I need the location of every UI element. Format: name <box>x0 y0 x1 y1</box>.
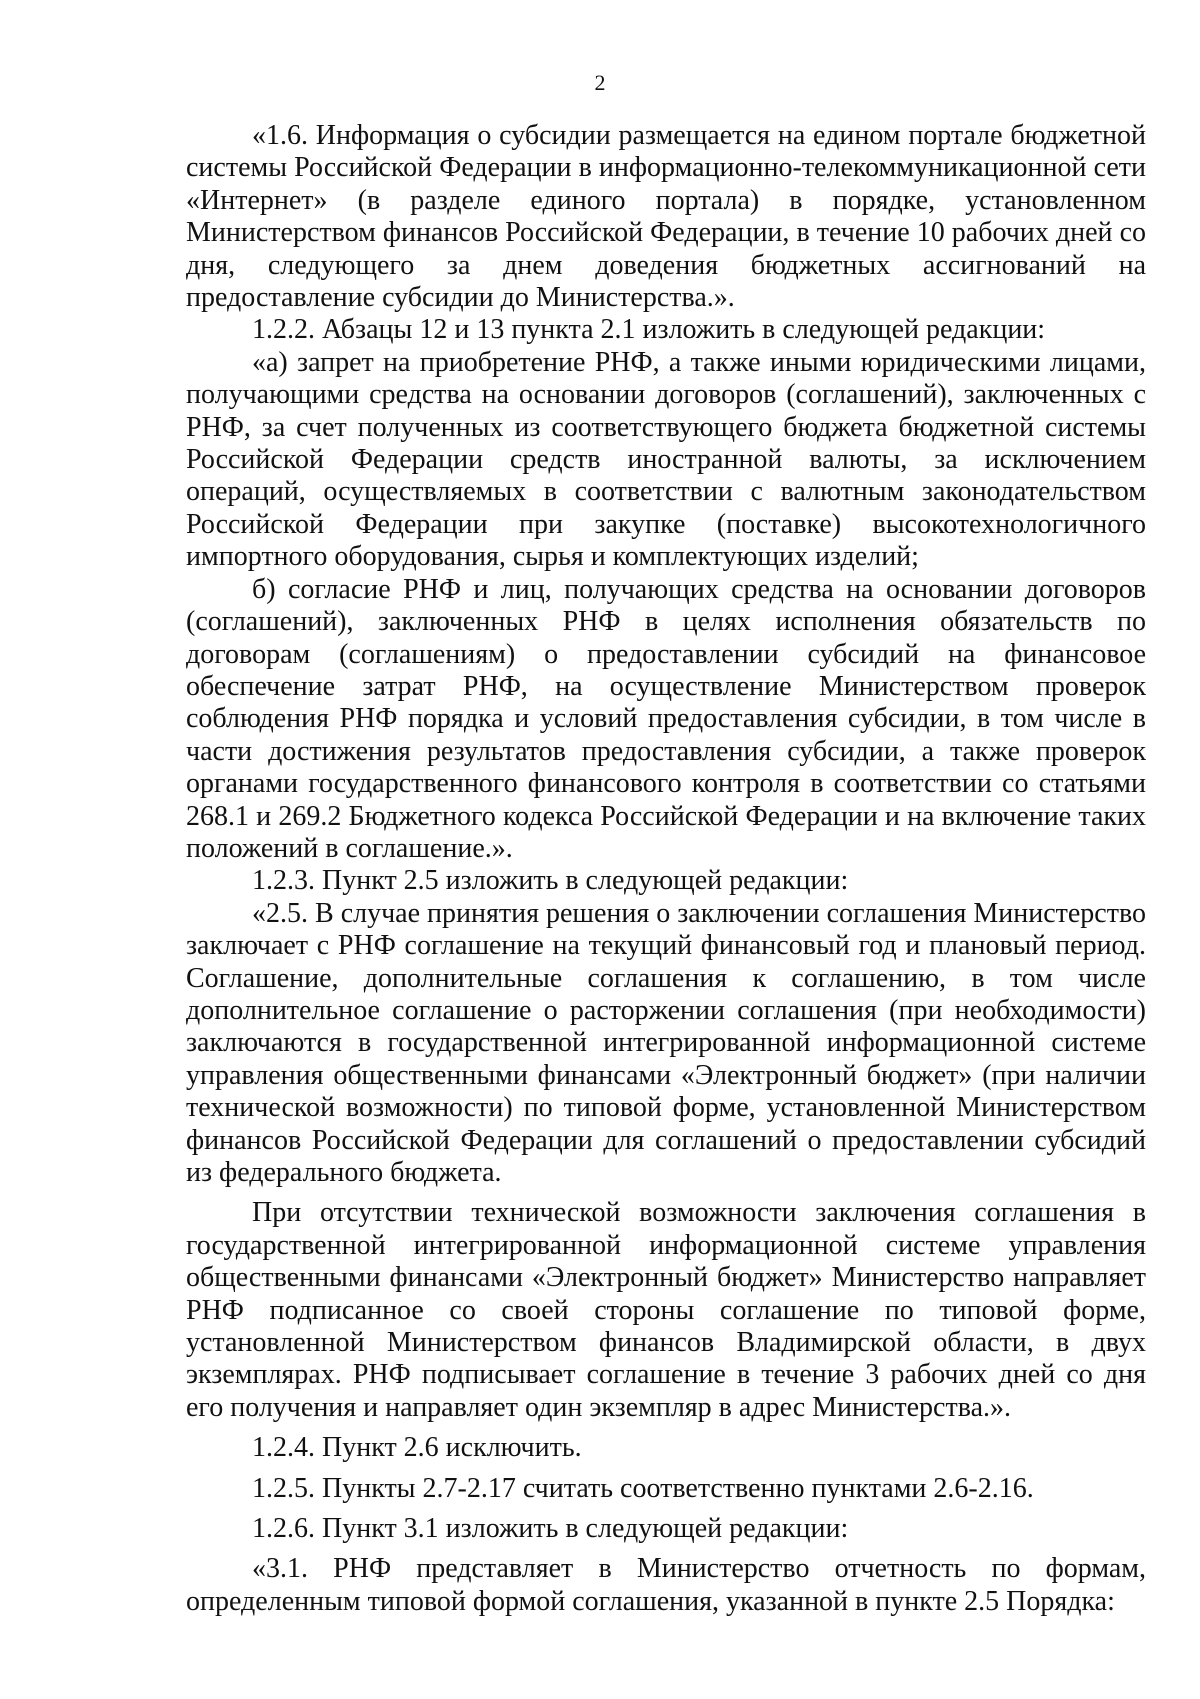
paragraph-a: «а) запрет на приобретение РНФ, а также иными юридическими лицами, получающими средства на основании договоров (соглашений), заключенных с РНФ, за счет полученных из соответствующего бюджета бюджетной системы Российской Федерации средств иностранной валюты, за исключением операций, осуществляемых в соответствии с валютным законодательством Российской Федерации при закупке (поставке) высокотехнологичного импортного оборудования, сырья и комплектующих изделий; <box>186 346 1146 573</box>
paragraph-1-2-4: 1.2.4. Пункт 2.6 исключить. <box>252 1432 582 1464</box>
page-number: 2 <box>594 70 606 95</box>
paragraph-1-2-2: 1.2.2. Абзацы 12 и 13 пункта 2.1 изложить в следующей редакции: <box>252 314 1046 346</box>
paragraph-1-2-5: 1.2.5. Пункты 2.7-2.17 считать соответственно пунктами 2.6-2.16. <box>252 1472 1034 1504</box>
paragraph-2-5: «2.5. В случае принятия решения о заключении соглашения Министерство заключает с РНФ соглашение на текущий финансовый год и плановый период. Соглашение, дополнительные соглашения к соглашению, в том числе дополнительное соглашение о расторжении соглашения (при необходимости) заключаются в государственной интегрированной информационной системе управления общественными финансами «Электронный бюджет» (при наличии технической возможности) по типовой форме, установленной Министерством финансов Российской Федерации для соглашений о предоставлении субсидий из федерального бюджета. <box>186 897 1146 1188</box>
paragraph-1-2-6: 1.2.6. Пункт 3.1 изложить в следующей редакции: <box>252 1513 849 1545</box>
document-body <box>186 120 1146 1618</box>
paragraph-b: б) согласие РНФ и лиц, получающих средства на основании договоров (соглашений), заключенных РНФ в целях исполнения обязательств по договорам (соглашениям) о предоставлении субсидий на финансовое обеспечение затрат РНФ, на осуществление Министерством проверок соблюдения РНФ порядка и условий предоставления субсидии, в том числе в части достижения результатов предоставления субсидии, а также проверок органами государственного финансового контроля в соответствии со статьями 268.1 и 269.2 Бюджетного кодекса Российской Федерации и на включение таких положений в соглашение.». <box>186 573 1146 864</box>
paragraph-no-technical-possibility: При отсутствии технической возможности заключения соглашения в государственной интегрированной информационной системе управления общественными финансами «Электронный бюджет» Министерство направляет РНФ подписанное со своей стороны соглашение по типовой форме, установленной Министерством финансов Владимирской области, в двух экземплярах. РНФ подписывает соглашение в течение 3 рабочих дней со дня его получения и направляет один экземпляр в адрес Министерства.». <box>186 1197 1146 1423</box>
paragraph-1-6: «1.6. Информация о субсидии размещается на едином портале бюджетной системы Российской Федерации в информационно-телекоммуникационной сети «Интернет» (в разделе единого портала) в порядке, установленном Министерством финансов Российской Федерации, в течение 10 рабочих дней со дня, следующего за днем доведения бюджетных ассигнований на предоставление субсидии до Министерства.». <box>186 120 1146 314</box>
paragraph-1-2-3: 1.2.3. Пункт 2.5 изложить в следующей редакции: <box>252 865 849 897</box>
paragraph-3-1: «3.1. РНФ представляет в Министерство отчетность по формам, определенным типовой формой соглашения, указанной в пункте 2.5 Порядка: <box>186 1553 1146 1617</box>
